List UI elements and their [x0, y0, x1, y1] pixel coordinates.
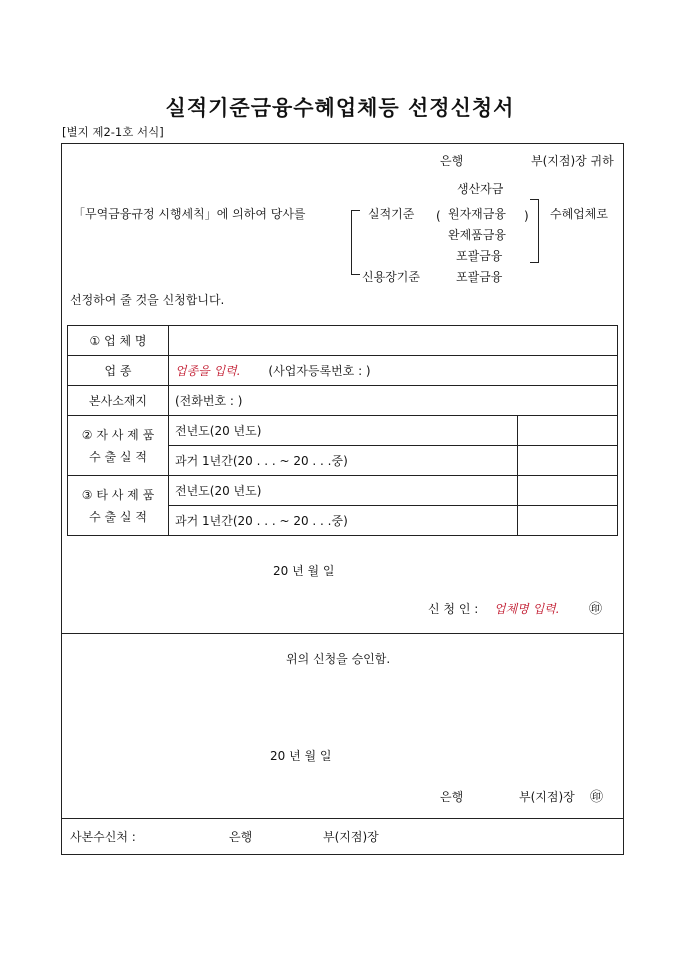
business-value-cell[interactable]	[169, 356, 618, 386]
other-prev-year: 전년도(20 년도)	[169, 476, 518, 506]
divider-approval	[61, 633, 624, 634]
finance-type: 생산자금	[457, 182, 504, 196]
other-export-label	[68, 476, 169, 536]
intro-lead: 「무역금융규정 시행세칙」에 의하여 당사를	[73, 207, 306, 221]
table-row	[68, 386, 618, 416]
credit-finance: 포괄금융	[456, 270, 503, 284]
own-export-label	[68, 416, 169, 476]
other-export-label-line1: ③ 타 사 제 품	[81, 487, 155, 502]
hq-phone[interactable]: (전화번호 : )	[169, 386, 618, 416]
other-past-year-value[interactable]	[518, 506, 618, 536]
right-bracket	[530, 199, 539, 263]
open-paren: (	[436, 209, 441, 223]
table-row	[68, 326, 618, 356]
form-number: [별지 제2-1호 서식]	[62, 125, 164, 139]
registration-number: (사업자등록번호 : )	[268, 364, 371, 378]
approval-date: 20 년 월 일	[270, 749, 332, 763]
copy-label: 사본수신처 :	[70, 830, 136, 844]
hq-label: 본사소재지	[68, 386, 169, 416]
approval-branch: 부(지점)장	[519, 790, 575, 804]
performance-basis: 실적기준	[368, 207, 415, 221]
own-past-year-value[interactable]	[518, 446, 618, 476]
divider-copy	[61, 818, 624, 819]
other-prev-year-value[interactable]	[518, 476, 618, 506]
intro-closing: 선정하여 줄 것을 신청합니다.	[70, 293, 225, 307]
finance-type: 원자재금융	[448, 207, 506, 221]
left-bracket	[351, 210, 360, 275]
own-prev-year-value[interactable]	[518, 416, 618, 446]
table-row	[68, 476, 618, 506]
own-export-label-line2: 수 출 실 적	[89, 449, 147, 464]
company-label: ① 업 체 명	[68, 326, 169, 356]
approval-bank: 은행	[440, 790, 464, 804]
document-title: 실적기준금융수혜업체등 선정신청서	[165, 95, 515, 120]
other-export-label-line2: 수 출 실 적	[89, 509, 147, 524]
finance-type: 포괄금융	[456, 249, 503, 263]
company-value-cell[interactable]	[169, 326, 618, 356]
own-past-year: 과거 1년간(20 . . . ~ 20 . . .중)	[169, 446, 518, 476]
applicant-label: 신 청 인 :	[428, 602, 479, 616]
header-bank: 은행	[440, 154, 464, 168]
approval-text: 위의 신청을 승인함.	[286, 652, 391, 666]
header-branch: 부(지점)장 귀하	[531, 154, 614, 168]
copy-branch: 부(지점)장	[323, 830, 379, 844]
finance-type: 완제품금융	[448, 228, 506, 242]
business-value[interactable]: 업종을 입력.	[175, 364, 241, 378]
apply-date: 20 년 월 일	[273, 564, 335, 578]
business-label: 업 종	[68, 356, 169, 386]
own-prev-year: 전년도(20 년도)	[169, 416, 518, 446]
applicant-value[interactable]: 업체명 입력.	[494, 602, 560, 616]
other-past-year: 과거 1년간(20 . . . ~ 20 . . .중)	[169, 506, 518, 536]
table-row	[68, 356, 618, 386]
credit-basis: 신용장기준	[362, 270, 420, 284]
own-export-label-line1: ② 자 사 제 품	[81, 427, 155, 442]
close-paren: )	[524, 209, 529, 223]
seal-icon: ㊞	[589, 602, 603, 617]
copy-bank: 은행	[229, 830, 253, 844]
table-row	[68, 416, 618, 446]
seal-icon: ㊞	[590, 790, 604, 805]
application-table	[67, 325, 618, 536]
beneficiary-text: 수혜업체로	[550, 207, 608, 221]
